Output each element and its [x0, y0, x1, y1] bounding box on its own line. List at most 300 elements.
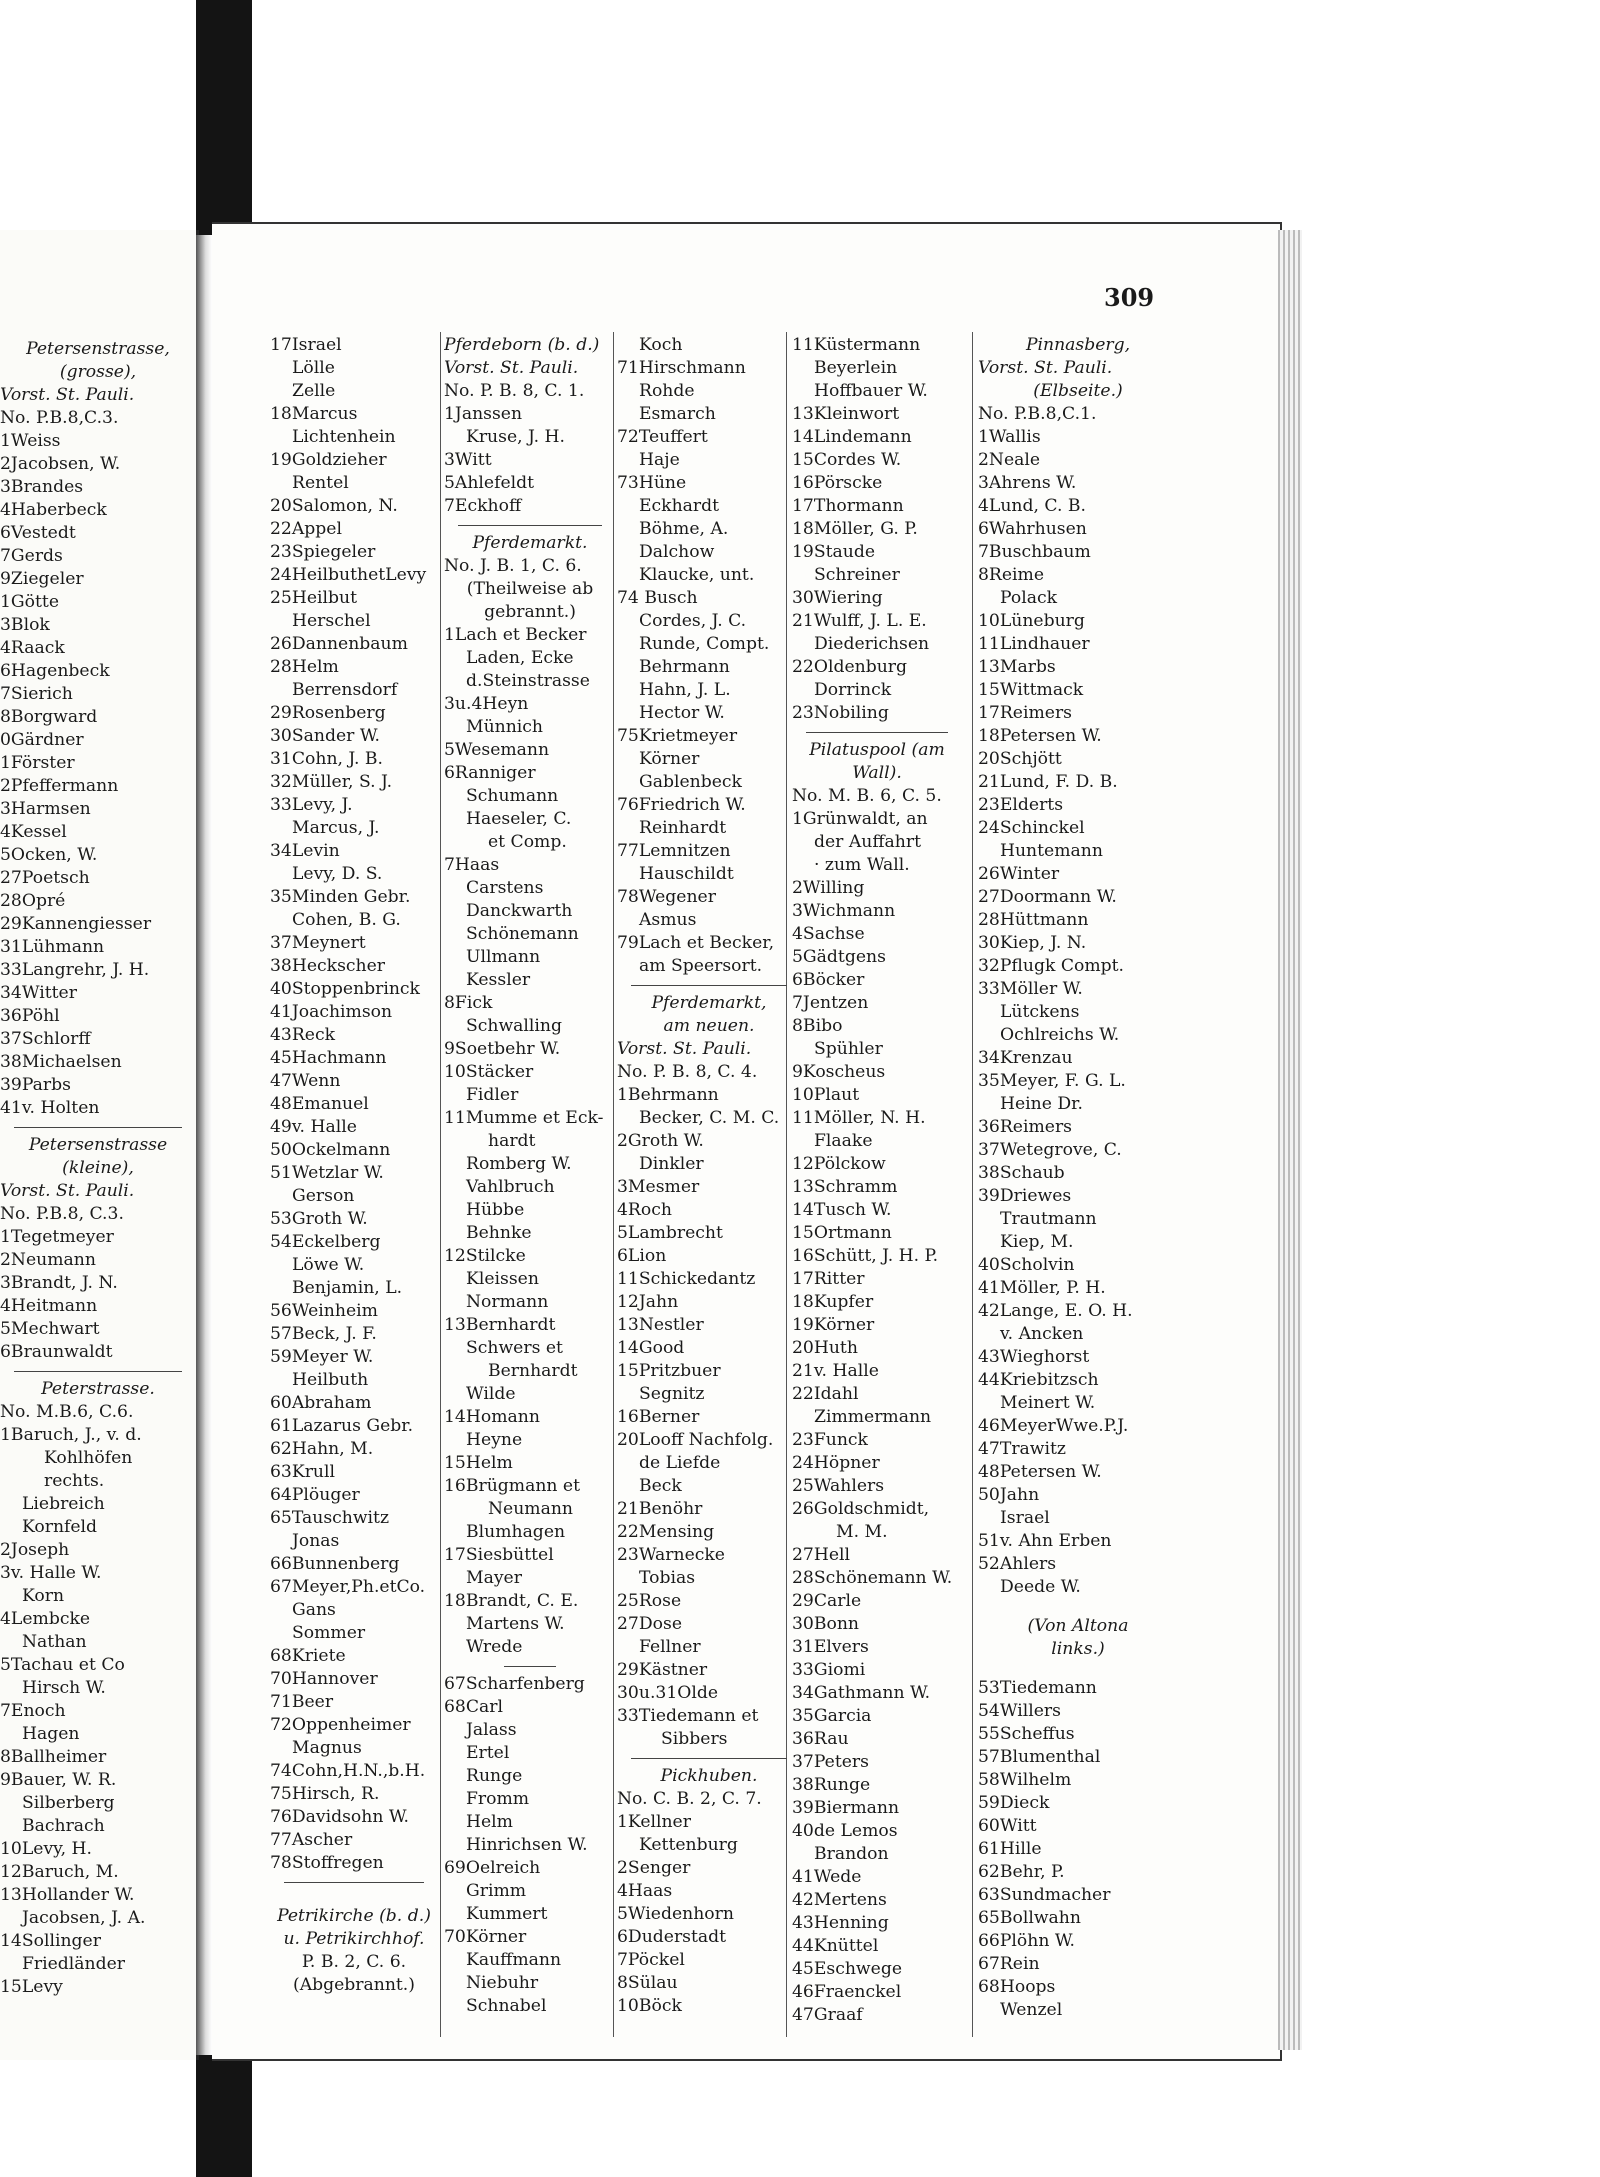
directory-entry: 14Sollinger	[0, 1931, 101, 1951]
directory-entry: 15Helm	[444, 1453, 513, 1473]
directory-entry: 74 Busch	[617, 588, 698, 608]
directory-entry: Huntemann	[1000, 841, 1103, 861]
directory-entry: 27Dose	[617, 1614, 682, 1634]
directory-entry: 28Helm	[270, 657, 339, 677]
directory-entry: 44Kriebitzsch	[978, 1370, 1099, 1390]
street-heading-line: (grosse),	[59, 362, 137, 382]
directory-entry: Wenzel	[1000, 2000, 1063, 2020]
directory-entry: 41Möller, P. H.	[978, 1278, 1106, 1298]
directory-entry: No. M.B.6, C.6.	[0, 1402, 134, 1422]
directory-entry: 16Brügmann et	[444, 1476, 581, 1496]
directory-entry: Bernhardt	[488, 1361, 578, 1381]
directory-entry: Romberg W.	[466, 1154, 572, 1174]
directory-entry: Körner	[639, 749, 700, 769]
directory-entry: 50Ockelmann	[270, 1140, 391, 1160]
directory-entry: 39Driewes	[978, 1186, 1072, 1206]
directory-entry: 2Pfeffermann	[0, 776, 119, 796]
street-heading-line: Vorst. St. Pauli.	[978, 358, 1113, 378]
directory-entry: Rentel	[292, 473, 349, 493]
directory-entry: 10Levy, H.	[0, 1839, 92, 1859]
directory-entry: 42Lange, E. O. H.	[978, 1301, 1133, 1321]
directory-entry: 9Ziegeler	[0, 569, 84, 589]
directory-entry: Hirsch W.	[22, 1678, 106, 1698]
directory-entry: 5Mechwart	[0, 1319, 100, 1339]
directory-entry: 39Biermann	[792, 1798, 900, 1818]
directory-entry: 46Fraenckel	[792, 1982, 902, 2002]
directory-entry: 7Sierich	[0, 684, 73, 704]
directory-entry: 67Meyer,Ph.etCo.	[270, 1577, 426, 1597]
directory-entry: 21Benöhr	[617, 1499, 703, 1519]
directory-entry: d.Steinstrasse	[466, 671, 590, 691]
directory-entry: 15Pritzbuer	[617, 1361, 721, 1381]
directory-entry: 5Ahlefeldt	[444, 473, 535, 493]
street-heading-line: Vorst. St. Pauli.	[0, 385, 135, 405]
directory-entry: 17Reimers	[978, 703, 1072, 723]
directory-entry: 14Good	[617, 1338, 685, 1358]
directory-entry: 47Trawitz	[978, 1439, 1066, 1459]
directory-entry: 4Haberbeck	[0, 500, 107, 520]
directory-entry: Haje	[639, 450, 680, 470]
directory-entry: 13Bernhardt	[444, 1315, 556, 1335]
directory-entry: Kleissen	[466, 1269, 539, 1289]
directory-entry: 77Lemnitzen	[617, 841, 731, 861]
directory-entry: 72Teuffert	[617, 427, 708, 447]
street-heading-line: Pinnasberg,	[1025, 335, 1131, 355]
directory-entry: Kummert	[466, 1904, 548, 1924]
directory-entry: 47Wenn	[270, 1071, 341, 1091]
directory-entry: gebrannt.)	[484, 602, 576, 622]
directory-entry: 35Garcia	[792, 1706, 872, 1726]
directory-entry: 71Beer	[270, 1692, 334, 1712]
directory-entry: 2Neumann	[0, 1250, 96, 1270]
directory-entry: 45Eschwege	[792, 1959, 902, 1979]
directory-entry: 76Friedrich W.	[617, 795, 746, 815]
directory-entry: 5Wiedenhorn	[617, 1904, 734, 1924]
directory-entry: No. P.B.8,C.1.	[978, 404, 1097, 424]
directory-entry: 12Pölckow	[792, 1154, 886, 1174]
directory-entry: 13Hollander W.	[0, 1885, 135, 1905]
directory-entry: 24HeilbuthetLevy	[270, 565, 427, 585]
separator	[444, 1659, 616, 1673]
directory-column-5	[978, 334, 1178, 2022]
directory-entry: 13Nestler	[617, 1315, 704, 1335]
directory-entry: Meinert W.	[1000, 1393, 1096, 1413]
directory-entry: 21Lund, F. D. B.	[978, 772, 1118, 792]
directory-entry: 38Schaub	[978, 1163, 1065, 1183]
directory-entry: 65Bollwahn	[978, 1908, 1081, 1928]
directory-entry: 3Wichmann	[792, 901, 896, 921]
directory-entry: 14Lindemann	[792, 427, 912, 447]
directory-entry: 18Möller, G. P.	[792, 519, 918, 539]
directory-entry: 5Ocken, W.	[0, 845, 98, 865]
directory-entry: 30Wiering	[792, 588, 883, 608]
directory-entry: M. M.	[836, 1522, 888, 1542]
directory-entry: 29Carle	[792, 1591, 862, 1611]
directory-entry: 15Cordes W.	[792, 450, 902, 470]
directory-entry: Normann	[466, 1292, 549, 1312]
directory-entry: 6Ranniger	[444, 763, 536, 783]
directory-entry: 66Bunnenberg	[270, 1554, 400, 1574]
directory-entry: 66Plöhn W.	[978, 1931, 1076, 1951]
street-heading-line: Petersenstrasse	[28, 1135, 168, 1155]
directory-entry: 40Stoppenbrinck	[270, 979, 420, 999]
directory-entry: 70Hannover	[270, 1669, 378, 1689]
separator	[444, 518, 616, 532]
directory-entry: No. P. B. 8, C. 1.	[444, 381, 585, 401]
directory-entry: 37Meynert	[270, 933, 366, 953]
street-heading-line: Petrikirche (b. d.)	[277, 1906, 431, 1926]
directory-entry: 2Jacobsen, W.	[0, 454, 121, 474]
directory-entry: de Liefde	[639, 1453, 721, 1473]
directory-entry: 39Parbs	[0, 1075, 71, 1095]
directory-entry: 60Witt	[978, 1816, 1037, 1836]
directory-entry: Herschel	[292, 611, 371, 631]
directory-entry: No. J. B. 1, C. 6.	[444, 556, 582, 576]
directory-entry: Lölle	[292, 358, 335, 378]
directory-entry: 10Lüneburg	[978, 611, 1085, 631]
directory-entry: No. P.B.8, C.3.	[0, 1204, 124, 1224]
directory-entry: Zimmermann	[814, 1407, 932, 1427]
directory-entry: 8Sülau	[617, 1973, 678, 1993]
street-heading-line: Pilatuspool (am	[809, 740, 945, 760]
directory-entry: Polack	[1000, 588, 1058, 608]
directory-entry: 29Rosenberg	[270, 703, 386, 723]
directory-entry: Jalass	[466, 1720, 517, 1740]
directory-entry: Asmus	[639, 910, 697, 930]
directory-entry: Heine Dr.	[1000, 1094, 1083, 1114]
directory-entry: 23Elderts	[978, 795, 1064, 815]
directory-entry: 76Davidsohn W.	[270, 1807, 410, 1827]
directory-entry: Heilbuth	[292, 1370, 369, 1390]
directory-entry: Schwers et	[466, 1338, 563, 1358]
directory-entry: 3Witt	[444, 450, 492, 470]
street-heading-line: (Elbseite.)	[1033, 381, 1123, 401]
separator	[270, 1875, 438, 1889]
directory-entry: Runge	[466, 1766, 523, 1786]
directory-entry: 10Plaut	[792, 1085, 860, 1105]
directory-entry: 61Lazarus Gebr.	[270, 1416, 414, 1436]
directory-entry: Gans	[292, 1600, 336, 1620]
directory-entry: Sommer	[292, 1623, 366, 1643]
directory-entry: Hahn, J. L.	[639, 680, 731, 700]
directory-entry: Haeseler, C.	[466, 809, 572, 829]
directory-entry: 78Wegener	[617, 887, 716, 907]
directory-entry: 43Wieghorst	[978, 1347, 1090, 1367]
directory-entry: Schönemann	[466, 924, 579, 944]
directory-entry: 42Mertens	[792, 1890, 887, 1910]
directory-entry: 43Reck	[270, 1025, 336, 1045]
directory-entry: 15Ortmann	[792, 1223, 892, 1243]
book-binding-top	[196, 0, 252, 250]
directory-entry: 3Blok	[0, 615, 50, 635]
directory-entry: Gablenbeck	[639, 772, 742, 792]
directory-entry: 8Ballheimer	[0, 1747, 107, 1767]
directory-entry: 36Reimers	[978, 1117, 1072, 1137]
directory-entry: 6Duderstadt	[617, 1927, 727, 1947]
directory-entry: Dinkler	[639, 1154, 704, 1174]
directory-entry: Fromm	[466, 1789, 530, 1809]
directory-entry: 1Behrmann	[617, 1085, 719, 1105]
directory-entry: 23Funck	[792, 1430, 868, 1450]
directory-entry: 17Siesbüttel	[444, 1545, 554, 1565]
separator	[978, 1661, 1178, 1677]
directory-entry: 7Buschbaum	[978, 542, 1091, 562]
directory-entry: 10Böck	[617, 1996, 682, 2016]
directory-column-3	[617, 334, 801, 2018]
directory-entry: 68Hoops	[978, 1977, 1056, 1997]
directory-entry: 51Wetzlar W.	[270, 1163, 384, 1183]
directory-column-2	[444, 334, 616, 2018]
directory-column-4	[792, 334, 962, 2027]
directory-entry: Löwe W.	[292, 1255, 365, 1275]
directory-entry: 7Eckhoff	[444, 496, 522, 516]
directory-entry: 58Wilhelm	[978, 1770, 1072, 1790]
directory-entry: 75Krietmeyer	[617, 726, 738, 746]
street-heading-line: (Von Altona	[1027, 1616, 1129, 1636]
directory-entry: 23Warnecke	[617, 1545, 725, 1565]
directory-entry: 10Stäcker	[444, 1062, 534, 1082]
directory-entry: Benjamin, L.	[292, 1278, 403, 1298]
directory-entry: 3Ahrens W.	[978, 473, 1077, 493]
separator	[792, 725, 962, 739]
directory-entry: Marcus, J.	[292, 818, 380, 838]
directory-entry: Mayer	[466, 1568, 522, 1588]
directory-entry: 37Peters	[792, 1752, 869, 1772]
directory-entry: 53Tiedemann	[978, 1678, 1097, 1698]
directory-entry: 33Levy, J.	[270, 795, 353, 815]
directory-entry: Schwalling	[466, 1016, 562, 1036]
directory-entry: 75Hirsch, R.	[270, 1784, 380, 1804]
directory-entry: Kornfeld	[22, 1517, 98, 1537]
directory-entry: Schnabel	[466, 1996, 547, 2016]
directory-entry: Kohlhöfen	[44, 1448, 133, 1468]
directory-entry: 48Petersen W.	[978, 1462, 1102, 1482]
directory-entry: 32Pflugk Compt.	[978, 956, 1125, 976]
directory-entry: 7Pöckel	[617, 1950, 685, 1970]
directory-entry: 12Stilcke	[444, 1246, 526, 1266]
column-divider	[972, 332, 973, 2037]
street-heading-line: Vorst. St. Pauli.	[444, 358, 579, 378]
directory-entry: 1Förster	[0, 753, 75, 773]
directory-entry: Ochlreichs W.	[1000, 1025, 1120, 1045]
directory-entry: 24Höpner	[792, 1453, 880, 1473]
directory-entry: 1Kellner	[617, 1812, 691, 1832]
directory-entry: Danckwarth	[466, 901, 573, 921]
directory-entry: Hübbe	[466, 1200, 525, 1220]
gutter-shadow	[196, 235, 212, 2055]
directory-entry: 2Senger	[617, 1858, 691, 1878]
directory-entry: Kiep, M.	[1000, 1232, 1074, 1252]
directory-entry: 22Oldenburg	[792, 657, 907, 677]
directory-entry: 33Langrehr, J. H.	[0, 960, 150, 980]
directory-entry: Kettenburg	[639, 1835, 738, 1855]
left-page-column	[0, 338, 196, 1999]
directory-entry: 7Haas	[444, 855, 500, 875]
directory-entry: 11Schickedantz	[617, 1269, 756, 1289]
directory-entry: Fidler	[466, 1085, 519, 1105]
directory-entry: 16Schütt, J. H. P.	[792, 1246, 939, 1266]
directory-entry: 34Krenzau	[978, 1048, 1073, 1068]
street-heading-line: am neuen.	[663, 1016, 755, 1036]
directory-entry: 32Müller, S. J.	[270, 772, 393, 792]
directory-entry: 47Graaf	[792, 2005, 863, 2025]
directory-entry: 4Raack	[0, 638, 65, 658]
directory-entry: 17Thormann	[792, 496, 904, 516]
directory-entry: Korn	[22, 1586, 65, 1606]
directory-entry: Wilde	[466, 1384, 516, 1404]
directory-entry: (Theilweise ab	[466, 579, 594, 599]
directory-entry: 41v. Holten	[0, 1098, 100, 1118]
separator	[617, 1751, 801, 1765]
directory-entry: 6Böcker	[792, 970, 865, 990]
street-heading-line: u. Petrikirchhof.	[283, 1929, 425, 1949]
directory-entry: 2Groth W.	[617, 1131, 704, 1151]
directory-entry: 30Kiep, J. N.	[978, 933, 1087, 953]
directory-entry: Laden, Ecke	[466, 648, 574, 668]
directory-entry: Hoffbauer W.	[814, 381, 928, 401]
directory-entry: 1Baruch, J., v. d.	[0, 1425, 142, 1445]
directory-entry: am Speersort.	[639, 956, 763, 976]
directory-entry: Zelle	[292, 381, 336, 401]
directory-entry: Hinrichsen W.	[466, 1835, 588, 1855]
directory-entry: 4Kessel	[0, 822, 67, 842]
directory-entry: 25Rose	[617, 1591, 682, 1611]
directory-entry: Tobias	[639, 1568, 696, 1588]
directory-entry: Sibbers	[661, 1729, 728, 1749]
street-heading-line: (kleine),	[62, 1158, 134, 1178]
directory-entry: Hauschildt	[639, 864, 734, 884]
directory-entry: et Comp.	[488, 832, 567, 852]
directory-entry: 3u.4Heyn	[444, 694, 529, 714]
directory-entry: Silberberg	[22, 1793, 115, 1813]
directory-entry: 27Poetsch	[0, 868, 90, 888]
directory-entry: Beyerlein	[814, 358, 898, 378]
directory-entry: 5Wesemann	[444, 740, 550, 760]
directory-entry: Magnus	[292, 1738, 362, 1758]
directory-entry: 1Weiss	[0, 431, 61, 451]
directory-entry: 67Rein	[978, 1954, 1040, 1974]
directory-entry: 2Neale	[978, 450, 1041, 470]
directory-entry: 35Minden Gebr.	[270, 887, 411, 907]
directory-entry: 17Israel	[270, 335, 342, 355]
directory-entry: 52Ahlers	[978, 1554, 1057, 1574]
directory-entry: 31Elvers	[792, 1637, 869, 1657]
directory-entry: 30u.31Olde	[617, 1683, 719, 1703]
directory-entry: 22Mensing	[617, 1522, 715, 1542]
directory-entry: Klaucke, unt.	[639, 565, 755, 585]
directory-entry: Heyne	[466, 1430, 523, 1450]
directory-entry: 60Abraham	[270, 1393, 372, 1413]
directory-entry: 68Carl	[444, 1697, 503, 1717]
directory-entry: 4Sachse	[792, 924, 865, 944]
directory-entry: Nathan	[22, 1632, 87, 1652]
directory-entry: 1Tegetmeyer	[0, 1227, 114, 1247]
directory-entry: No. M. B. 6, C. 5.	[792, 786, 942, 806]
directory-entry: Spühler	[814, 1039, 883, 1059]
directory-entry: Hector W.	[639, 703, 725, 723]
directory-entry: Deede W.	[1000, 1577, 1081, 1597]
directory-entry: 62Hahn, M.	[270, 1439, 374, 1459]
directory-entry: Liebreich	[22, 1494, 105, 1514]
directory-entry: Segnitz	[639, 1384, 705, 1404]
directory-entry: 36Pöhl	[0, 1006, 60, 1026]
directory-entry: 13Kleinwort	[792, 404, 900, 424]
directory-entry: 7Jentzen	[792, 993, 869, 1013]
directory-entry: Runde, Compt.	[639, 634, 770, 654]
directory-entry: 3Harmsen	[0, 799, 91, 819]
directory-entry: Martens W.	[466, 1614, 565, 1634]
directory-entry: No. C. B. 2, C. 7.	[617, 1789, 762, 1809]
directory-entry: 53Groth W.	[270, 1209, 368, 1229]
directory-entry: 4Lund, C. B.	[978, 496, 1086, 516]
directory-entry: 29Kästner	[617, 1660, 708, 1680]
directory-entry: 1Janssen	[444, 404, 523, 424]
directory-entry: 31Cohn, J. B.	[270, 749, 384, 769]
directory-entry: No. P. B. 8, C. 4.	[617, 1062, 758, 1082]
directory-entry: 26Dannenbaum	[270, 634, 408, 654]
directory-entry: 19Körner	[792, 1315, 875, 1335]
directory-entry: 49v. Halle	[270, 1117, 357, 1137]
directory-entry: 8Borgward	[0, 707, 98, 727]
directory-entry: Koch	[639, 335, 683, 355]
directory-entry: 20Huth	[792, 1338, 858, 1358]
directory-entry: Ertel	[466, 1743, 510, 1763]
directory-entry: Neumann	[488, 1499, 573, 1519]
street-heading-line: Vorst. St. Pauli.	[0, 1181, 135, 1201]
street-heading-line: Pferdemarkt.	[472, 533, 588, 553]
page-number: 309	[1104, 283, 1155, 312]
directory-entry: 22Idahl	[792, 1384, 859, 1404]
directory-entry: Reinhardt	[639, 818, 727, 838]
directory-entry: Jacobsen, J. A.	[22, 1908, 146, 1928]
directory-entry: 27Hell	[792, 1545, 851, 1565]
directory-entry: 16Berner	[617, 1407, 700, 1427]
directory-entry: 7Gerds	[0, 546, 63, 566]
directory-entry: 38Runge	[792, 1775, 871, 1795]
page-edge	[1278, 230, 1302, 2050]
directory-entry: 19Staude	[792, 542, 876, 562]
street-heading-line: Vorst. St. Pauli.	[617, 1039, 752, 1059]
directory-entry: 20Looff Nachfolg.	[617, 1430, 774, 1450]
directory-entry: Schumann	[466, 786, 559, 806]
street-heading-line: Wall).	[852, 763, 902, 783]
directory-entry: 2Joseph	[0, 1540, 70, 1560]
directory-entry: Dorrinck	[814, 680, 892, 700]
directory-entry: 6Vestedt	[0, 523, 76, 543]
directory-entry: Kauffmann	[466, 1950, 562, 1970]
directory-entry: Lichtenhein	[292, 427, 396, 447]
directory-entry: Wrede	[466, 1637, 523, 1657]
directory-entry: 25Heilbut	[270, 588, 358, 608]
directory-entry: 36Rau	[792, 1729, 849, 1749]
directory-entry: 7Enoch	[0, 1701, 66, 1721]
directory-entry: der Auffahrt	[814, 832, 921, 852]
directory-entry: 4Haas	[617, 1881, 673, 1901]
directory-entry: 18Brandt, C. E.	[444, 1591, 579, 1611]
directory-entry: 33Möller W.	[978, 979, 1083, 999]
street-heading-line: links.)	[1051, 1639, 1105, 1659]
directory-entry: Friedländer	[22, 1954, 126, 1974]
separator	[270, 1889, 438, 1905]
directory-entry: 23Spiegeler	[270, 542, 376, 562]
directory-entry: 72Oppenheimer	[270, 1715, 411, 1735]
directory-entry: 17Ritter	[792, 1269, 865, 1289]
directory-entry: 9Koscheus	[792, 1062, 886, 1082]
directory-entry: 21v. Halle	[792, 1361, 879, 1381]
separator	[978, 1599, 1178, 1615]
directory-entry: 5Lambrecht	[617, 1223, 723, 1243]
directory-entry: 37Schlorff	[0, 1029, 91, 1049]
